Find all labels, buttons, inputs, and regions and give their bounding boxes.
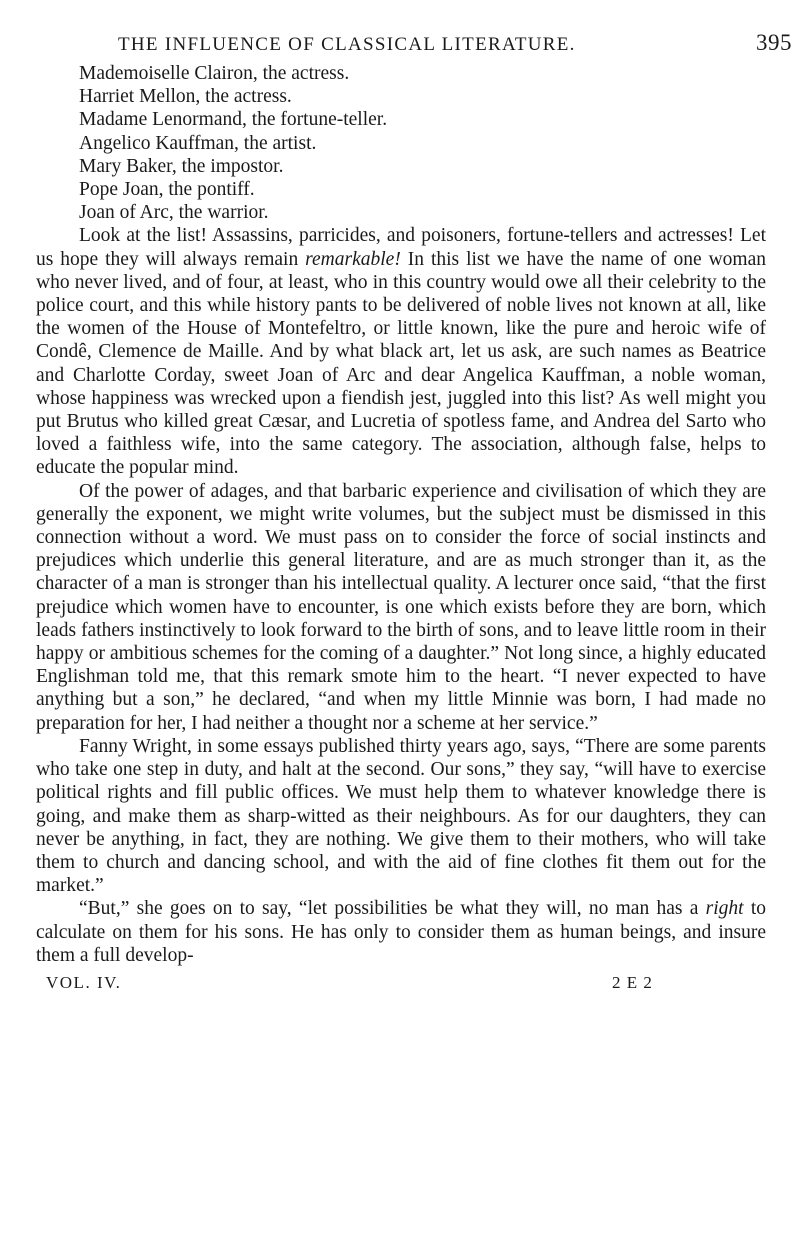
running-title: THE INFLUENCE OF CLASSICAL LITERATURE. [118, 34, 576, 55]
text-segment: Of the power of adages, and that barbaric experience and civilisation of which they are generally the exponent, we might write volumes, but the subject must be dismissed in this connection without a word. We must pass on to consider the force of social instincts and prejudices which underlie this general literature, and are as much stronger than it, as the character of a man is stronger than his intellectual quality. A lecturer once said, “that the first prejudice which women have to encounter, is one which exists before they are born, which leads fathers instinctively to look forward to the birth of sons, and to leave little room in their happy or ambitious schemes for the coming of a daughter.” Not long since, a highly educated Englishman told me, that this remark smote him to the heart. “I never expected to have anything but a son,” he declared, “and when my little Minnie was born, I had made no preparation for her, I had neither a thought nor a scheme at her service.” [36, 480, 766, 734]
page-footer [36, 969, 766, 995]
names-list [36, 62, 766, 224]
list-item: Joan of Arc, the warrior. [79, 202, 269, 224]
volume-label: VOL. IV. [46, 972, 122, 992]
paragraph-continuation [36, 897, 766, 967]
paragraph-list-commentary [36, 224, 766, 479]
text-segment: Fanny Wright, in some essays published thirty years ago, says, “There are some parents who take one step in duty, and halt at the second. Our sons,” they say, “will have to exercise political rights and fill public offices. We must help them to whatever knowledge there is going, and make them as sharp-witted as their neighbours. As for our daughters, they can never be anything, in fact, they are nothing. We give them to their mothers, who will take them to church and dancing school, and with the aid of fine clothes fit them out for the market.” [36, 735, 766, 897]
list-item: Mademoiselle Clairon, the actress. [79, 63, 350, 84]
text-segment: to calculate on them for his sons. He has only to consider them as human beings, and insure them a full develop- [36, 898, 766, 966]
list-item: Mary Baker, the impostor. [79, 155, 284, 177]
paragraph-adages [36, 480, 766, 735]
text-segment: Look at the list! Assassins, parricides, and poisoners, fortune-tellers and actresses! Let us hope they will always remain [36, 225, 766, 270]
list-item: Pope Joan, the pontiff. [79, 179, 255, 201]
paragraph-fanny-wright [36, 735, 766, 897]
book-page [36, 28, 792, 995]
list-item: Angelico Kauffman, the artist. [79, 132, 317, 154]
page-number: 395 [756, 30, 792, 55]
list-item: Harriet Mellon, the actress. [79, 86, 292, 108]
italic-text: remarkable! [305, 248, 401, 270]
italic-text: right [705, 898, 744, 920]
text-segment: In this list we have the name of one woman who never lived, and of four, at least, who in this country would owe all their celebrity to the police court, and this while history pants to be delivered of noble lives not known at all, like the women of the House of Montefeltro, or little known, like the pure and heroic wife of Condê, Clemence de Maille. And by what black art, let us ask, are such names as Beatrice and Charlotte Corday, sweet Joan of Arc and dear Angelica Kauffman, a noble woman, whose happiness was wrecked upon a fiendish jest, juggled into this list? As well might you put Brutus who killed great Cæsar, and Lucretia of spotless fame, and Andrea del Sarto who loved a faithless wife, into the same category. The association, although false, helps to educate the popular mind. [36, 248, 766, 479]
signature-mark: 2 E 2 [612, 972, 653, 992]
list-item: Madame Lenormand, the fortune-teller. [79, 109, 388, 131]
text-segment: “But,” she goes on to say, “let possibilities be what they will, no man has a [79, 898, 706, 920]
body-text [36, 224, 766, 967]
running-head [36, 28, 792, 62]
